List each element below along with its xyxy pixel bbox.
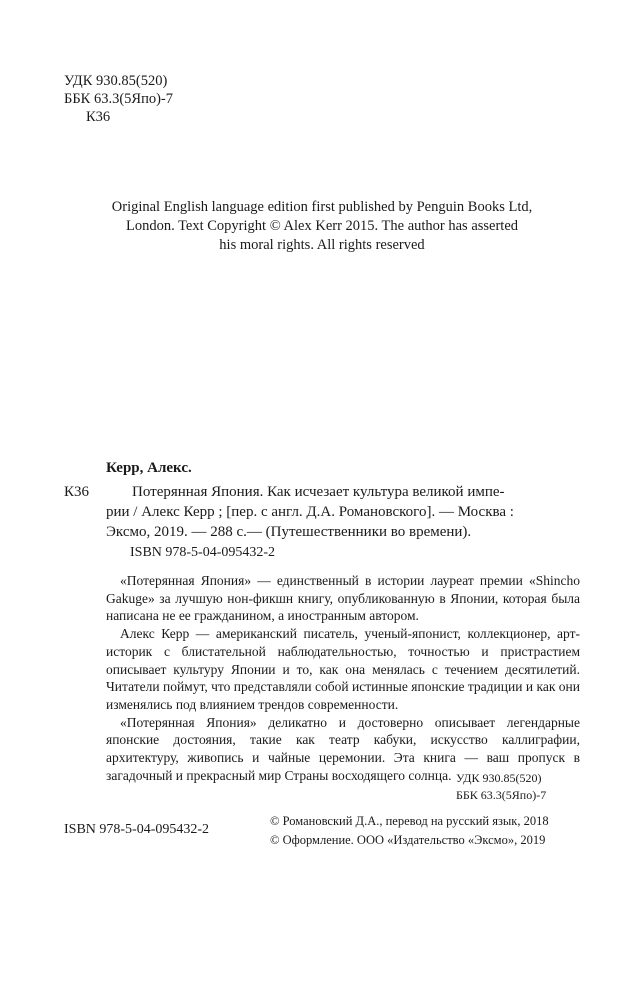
udk-code: УДК 930.85(520) bbox=[64, 73, 168, 89]
abstract-paragraph: «Потерянная Япония» — единственный в истории лауреат премии «Shincho Gakuge» за лучшую нон-фикшн книгу, опубликованную в Японии, которая была написана не ее гражданином, а иностранным автором. bbox=[106, 573, 580, 624]
abstract-paragraph: Алекс Керр — американский писатель, ученый-японист, коллекционер, арт-историк с блистательной наблюдательностью, точностью и пристрастием описывает культуру Японии и то, как она менялась с течением десятилетий. Читатели поймут, что представляли собой истинные японские традиции и как они изменялись под влиянием трендов современности. bbox=[106, 626, 580, 712]
catalog-isbn: ISBN 978-5-04-095432-2 bbox=[130, 545, 276, 560]
original-edition-notice bbox=[60, 198, 584, 255]
bbk-code: ББК 63.3(5Япо)-7 bbox=[456, 788, 547, 802]
description-line: рии / Алекс Керр ; [пер. с англ. Д.А. Романовского]. — Москва : bbox=[106, 504, 514, 520]
bbk-code: ББК 63.3(5Япо)-7 bbox=[64, 91, 173, 107]
top-classification-codes bbox=[64, 72, 173, 126]
book-abstract bbox=[106, 572, 580, 784]
author-heading: Керр, Алекс. bbox=[106, 460, 192, 476]
abstract-paragraph: «Потерянная Япония» деликатно и достоверно описывает легендарные японские достояния, такие как театр кабуки, искусство каллиграфии, архитектуру, живопись и чайные церемонии. Эта книга — ваш пропуск в загадочный и прекрасный мир Страны восходящего солнца. bbox=[106, 714, 580, 783]
notice-line: Original English language edition first published by Penguin Books Ltd, bbox=[111, 199, 533, 215]
bottom-isbn: ISBN 978-5-04-095432-2 bbox=[64, 822, 210, 837]
bottom-copyrights bbox=[270, 812, 549, 850]
notice-line: his moral rights. All rights reserved bbox=[219, 237, 425, 253]
udk-code: УДК 930.85(520) bbox=[456, 771, 542, 785]
translation-copyright: © Романовский Д.А., перевод на русский язык, 2018 bbox=[270, 814, 549, 828]
catalog-side-code: К36 bbox=[64, 484, 90, 500]
notice-line: London. Text Copyright © Alex Kerr 2015. The author has asserted bbox=[125, 218, 519, 234]
author-code: К36 bbox=[86, 109, 111, 125]
description-line: Эксмо, 2019. — 288 с.— (Путешественники во времени). bbox=[106, 524, 472, 540]
design-copyright: © Оформление. ООО «Издательство «Эксмо», 2019 bbox=[270, 833, 546, 847]
catalog-description bbox=[106, 482, 578, 542]
bottom-classification-codes bbox=[456, 770, 546, 804]
description-line: Потерянная Япония. Как исчезает культура великой импе- bbox=[132, 484, 505, 500]
